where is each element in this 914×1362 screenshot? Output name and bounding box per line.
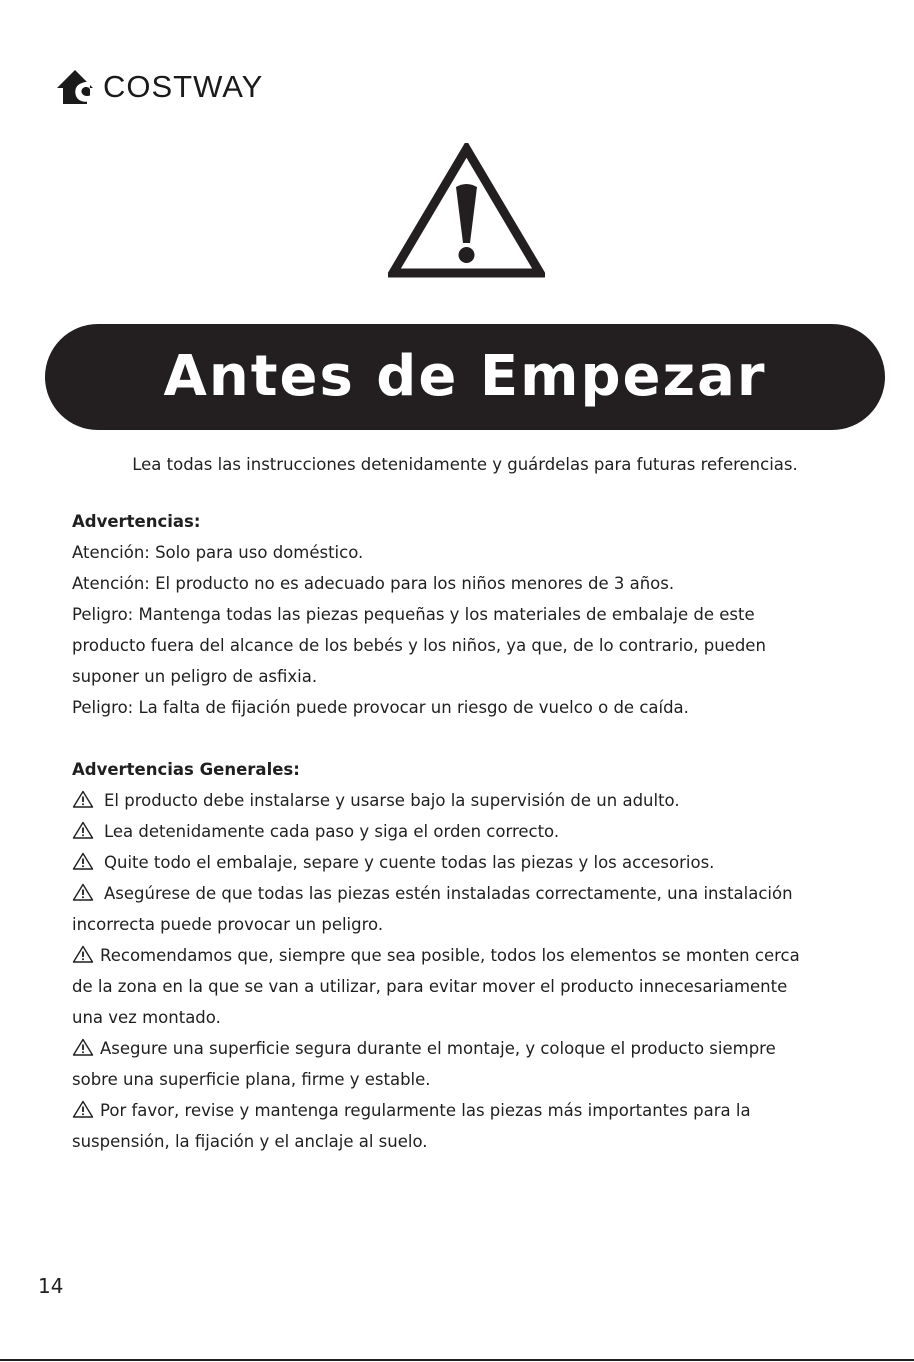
content-body [72,506,872,1157]
general-warning-continuation: de la zona en la que se van a utilizar, para evitar mover el producto innecesariamente [72,977,788,996]
warning-small-icon [72,1038,94,1056]
general-warning-continuation: sobre una superficie plana, firme y estable. [72,1070,431,1089]
page-number: 14 [38,1274,64,1298]
warning-line: Atención: Solo para uso doméstico. [72,543,364,562]
bottom-rule [0,1359,914,1361]
general-warning-text: Lea detenidamente cada paso y siga el orden correcto. [104,822,560,841]
general-warning-item [72,1033,872,1064]
warning-small-icon [72,852,94,870]
general-warning-text: Por favor, revise y mantenga regularmente las piezas más importantes para la [100,1101,751,1120]
warning-line: suponer un peligro de asfixia. [72,667,318,686]
general-warning-text: El producto debe instalarse y usarse bajo la supervisión de un adulto. [104,791,680,810]
general-warning-item [72,1095,872,1126]
general-warning-continuation: una vez montado. [72,1008,221,1027]
general-warning-text: Asegure una superficie segura durante el montaje, y coloque el producto siempre [100,1039,776,1058]
warning-line: Peligro: Mantenga todas las piezas pequeñas y los materiales de embalaje de este [72,605,755,624]
general-warning-item [72,847,872,878]
page-title: Antes de Empezar [163,344,767,409]
general-warning-item [72,878,872,909]
warning-small-icon [72,1100,94,1118]
warning-line: Peligro: La falta de fijación puede provocar un riesgo de vuelco o de caída. [72,698,689,717]
general-warning-text: Recomendamos que, siempre que sea posible, todos los elementos se monten cerca [100,946,800,965]
costway-house-icon [55,66,99,106]
brand-logo [55,64,263,108]
general-warning-continuation: suspensión, la fijación y el anclaje al suelo. [72,1132,428,1151]
general-warning-text: Asegúrese de que todas las piezas estén instaladas correctamente, una instalación [104,884,793,903]
general-warnings-list [72,785,872,1157]
general-warning-text: Quite todo el embalaje, separe y cuente todas las piezas y los accesorios. [104,853,715,872]
general-warnings-heading: Advertencias Generales: [72,760,300,779]
general-warning-item [72,816,872,847]
warnings-heading: Advertencias: [72,512,201,531]
warning-triangle-icon [388,143,545,278]
general-warning-item [72,940,872,971]
warning-small-icon [72,790,94,808]
warning-small-icon [72,883,94,901]
title-banner [45,324,885,430]
warning-line: producto fuera del alcance de los bebés y los niños, ya que, de lo contrario, pueden [72,636,766,655]
warning-small-icon [72,945,94,963]
warning-line: Atención: El producto no es adecuado para los niños menores de 3 años. [72,574,675,593]
brand-name: COSTWAY [103,68,264,104]
general-warning-continuation: incorrecta puede provocar un peligro. [72,915,384,934]
general-warning-item [72,785,872,816]
intro-text: Lea todas las instrucciones detenidamente y guárdelas para futuras referencias. [132,455,798,474]
section-spacer [72,723,872,754]
warning-small-icon [72,821,94,839]
